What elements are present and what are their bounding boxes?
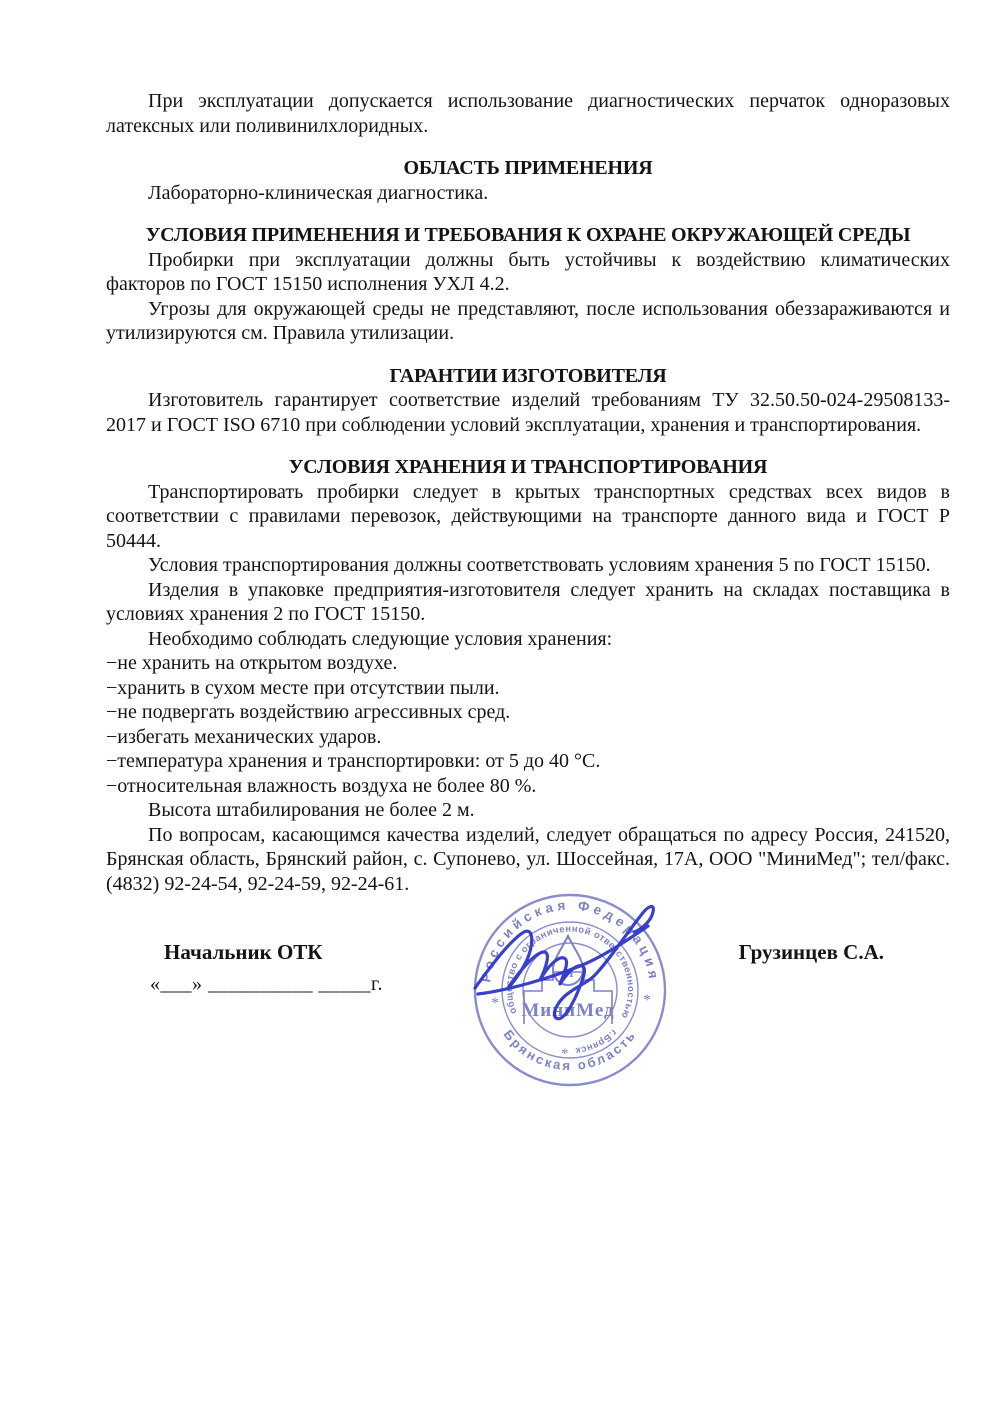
paragraph: Пробирки при эксплуатации должны быть устойчивы к воздействию климатических факторов по ГОСТ 15150 исполнения УХЛ 4.2.	[106, 248, 950, 295]
stamp-text-company-type: общество с ограниченной ответственностью	[503, 923, 637, 1021]
heading-usage-conditions: УСЛОВИЯ ПРИМЕНЕНИЯ И ТРЕБОВАНИЯ К ОХРАНЕ ОКРУЖАЮЩЕЙ СРЕДЫ	[145, 224, 911, 246]
paragraph: Высота штабилирования не более 2 м.	[148, 799, 475, 821]
stamp-text-city: г.Брянск	[574, 1026, 619, 1056]
storage-condition-item: −избегать механических ударов.	[106, 725, 382, 748]
storage-condition-item: −температура хранения и транспортировки: от 5 до 40 °С.	[106, 750, 601, 772]
paragraph: По вопросам, касающимся качества изделий, следует обращаться по адресу Россия, 241520, Брянская область, Брянский район, с. Супонево, ул. Шоссейная, 17А, ООО "МиниМед"; тел/факс. (4832) 92-24-54, 92-24-59, 92-24-61.	[106, 823, 950, 895]
paragraph: Изготовитель гарантирует соответствие изделий требованиям ТУ 32.50.50-024-29508133-2017 и ГОСТ ISO 6710 при соблюдении условий эксплуатации, хранения и транспортирования.	[106, 389, 950, 436]
paragraph: Лабораторно-клиническая диагностика.	[148, 181, 489, 204]
heading-application-area: ОБЛАСТЬ ПРИМЕНЕНИЯ	[403, 157, 653, 179]
stamp-text-region: Брянская область	[500, 1026, 640, 1074]
signoff-date-line: «___» __________ _____г.	[150, 972, 383, 995]
intro-paragraph: При эксплуатации допускается использование диагностических перчаток одноразовых латексных или поливинилхлоридных.	[106, 90, 950, 137]
stamp-center-name: МиниМед	[521, 1000, 615, 1021]
paragraph: Угрозы для окружающей среды не представляют, после использования обеззараживаются и утилизируются см. Правила утилизации.	[106, 297, 950, 344]
signoff-left-column	[150, 940, 383, 996]
storage-condition-item: −хранить в сухом месте при отсутствии пыли.	[106, 676, 500, 699]
paragraph: Транспортировать пробирки следует в крытых транспортных средствах всех видов в соответствии с правилами перевозок, действующими на транспорте данного вида и ГОСТ Р 50444.	[106, 480, 950, 552]
heading-storage-transport: УСЛОВИЯ ХРАНЕНИЯ И ТРАНСПОРТИРОВАНИЯ	[288, 456, 768, 478]
paragraph: Условия транспортирования должны соответствовать условиям хранения 5 по ГОСТ 15150.	[148, 554, 931, 576]
heading-manufacturer-warranty: ГАРАНТИИ ИЗГОТОВИТЕЛЯ	[389, 364, 667, 387]
storage-conditions-list	[106, 651, 950, 798]
signoff-name: Грузинцев С.А.	[738, 940, 884, 964]
storage-condition-item: −не подвергать воздействию агрессивных сред.	[106, 701, 511, 723]
signoff-title: Начальник ОТК	[164, 940, 323, 964]
paragraph: Изделия в упаковке предприятия-изготовителя следует хранить на складах поставщика в условиях хранения 2 по ГОСТ 15150.	[106, 578, 950, 625]
signature-block	[106, 940, 950, 996]
stamp-star-bottom: *	[561, 1046, 569, 1062]
paragraph: Необходимо соблюдать следующие условия хранения:	[148, 627, 613, 650]
storage-condition-item: −не хранить на открытом воздухе.	[106, 652, 398, 674]
stamp-text-country: Российская Федерация	[478, 897, 662, 984]
stamp-star-right: *	[643, 992, 651, 1009]
storage-condition-item: −относительная влажность воздуха не более 80 %.	[106, 774, 537, 797]
stamp-star-left: *	[491, 995, 499, 1012]
drop-logo-letter: М	[562, 966, 574, 980]
